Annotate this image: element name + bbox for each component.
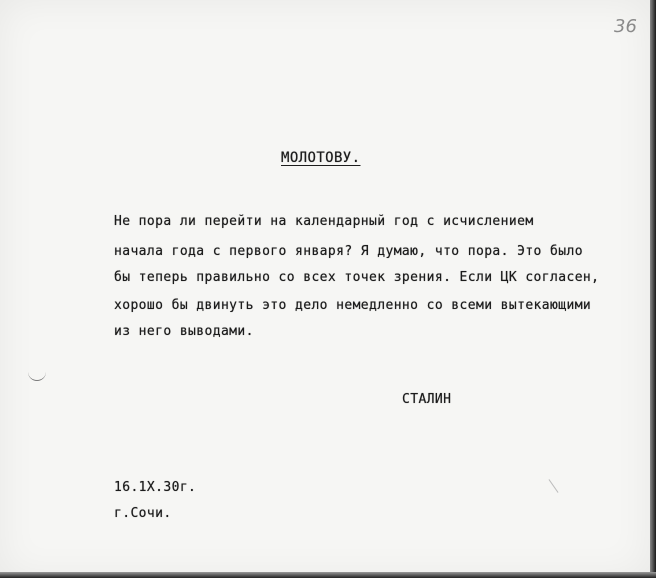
addressee: МОЛОТОВУ. [281,150,361,166]
body-line: из него выводами. [114,324,254,339]
page-number: 36 [614,16,637,37]
signature: СТАЛИН [402,392,452,407]
date-line: 16.1Х.30г. [114,480,197,495]
body-line: Не пора ли перейти на календарный год с исчислением [114,214,534,229]
pencil-tick-mark [549,479,559,493]
margin-pencil-mark [28,370,46,381]
place-line: г.Сочи. [114,506,172,521]
scan-edge-bottom [0,572,656,578]
body-line: бы теперь правильно со всех точек зрения. Если ЦК согласен, [114,270,600,285]
body-line: хорошо бы двинуть это дело немедленно со всеми вытекающими [114,298,592,313]
body-line: начала года с первого января? Я думаю, что пора. Это было [114,244,583,259]
scan-edge-right [650,0,656,578]
